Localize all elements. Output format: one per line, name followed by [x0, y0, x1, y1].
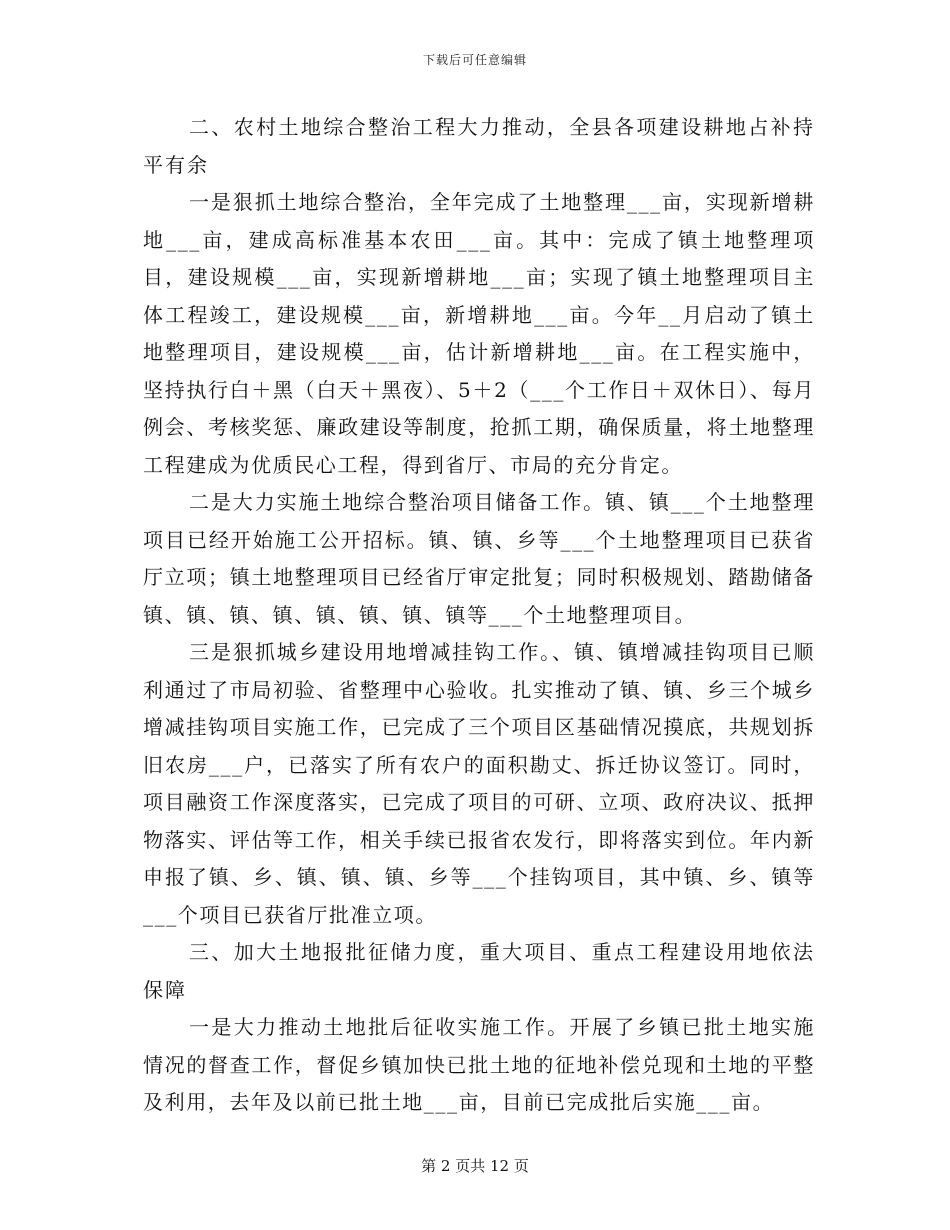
page-number: 第 2 页共 12 页 — [421, 1157, 529, 1175]
paragraph-linkage-projects: 三是狠抓城乡建设用地增减挂钩工作。、镇、镇增减挂钩项目已顺利通过了市局初验、省整理中心验收。扎实推动了镇、镇、乡三个城乡增减挂钩项目实施工作，已完成了三个项目区基础情况摸底，共规划拆旧农房___户，已落实了所有农户的面积勘丈、拆迁协议签订。同时，项目融资工作深度落实，已完成了项目的可研、立项、政府决议、抵押物落实、评估等工作，相关手续已报省农发行，即将落实到位。年内新申报了镇、乡、镇、镇、镇、乡等___个挂钩项目，其中镇、乡、镇等___个项目已获省厅批准立项。 — [143, 640, 815, 927]
paragraph-land-consolidation: 一是狠抓土地综合整治，全年完成了土地整理___亩，实现新增耕地___亩，建成高标准基本农田___亩。其中：完成了镇土地整理项目，建设规模___亩，实现新增耕地___亩；实现了镇土地整理项目主体工程竣工，建设规模___亩，新增耕地___亩。今年__月启动了镇土地整理项目，建设规模___亩，估计新增耕地___亩。在工程实施中，坚持执行白＋黑（白天＋黑夜）、5＋2（___个工作日＋双休日）、每月例会、考核奖惩、廉政建设等制度，抢抓工期，确保质量，将土地整理工程建成为优质民心工程，得到省厅、市局的充分肯定。 — [143, 190, 815, 477]
section-heading-three: 三、加大土地报批征储力度，重大项目、重点工程建设用地依法保障 — [143, 940, 815, 1002]
section-heading-two: 二、农村土地综合整治工程大力推动，全县各项建设耕地占补持平有余 — [143, 115, 815, 177]
paragraph-post-approval-expropriation: 一是大力推动土地批后征收实施工作。开展了乡镇已批土地实施情况的督查工作，督促乡镇加快已批土地的征地补偿兑现和土地的平整及利用，去年及以前已批土地___亩，目前已完成批后实施___亩。 — [143, 1015, 815, 1114]
paragraph-project-reserve: 二是大力实施土地综合整治项目储备工作。镇、镇___个土地整理项目已经开始施工公开招标。镇、镇、乡等___个土地整理项目已获省厅立项；镇土地整理项目已经省厅审定批复；同时积极规划、踏勘储备镇、镇、镇、镇、镇、镇、镇、镇等___个土地整理项目。 — [143, 490, 815, 627]
document-body — [143, 109, 815, 1122]
page-header-note: 下载后可任意编辑 — [422, 53, 527, 67]
